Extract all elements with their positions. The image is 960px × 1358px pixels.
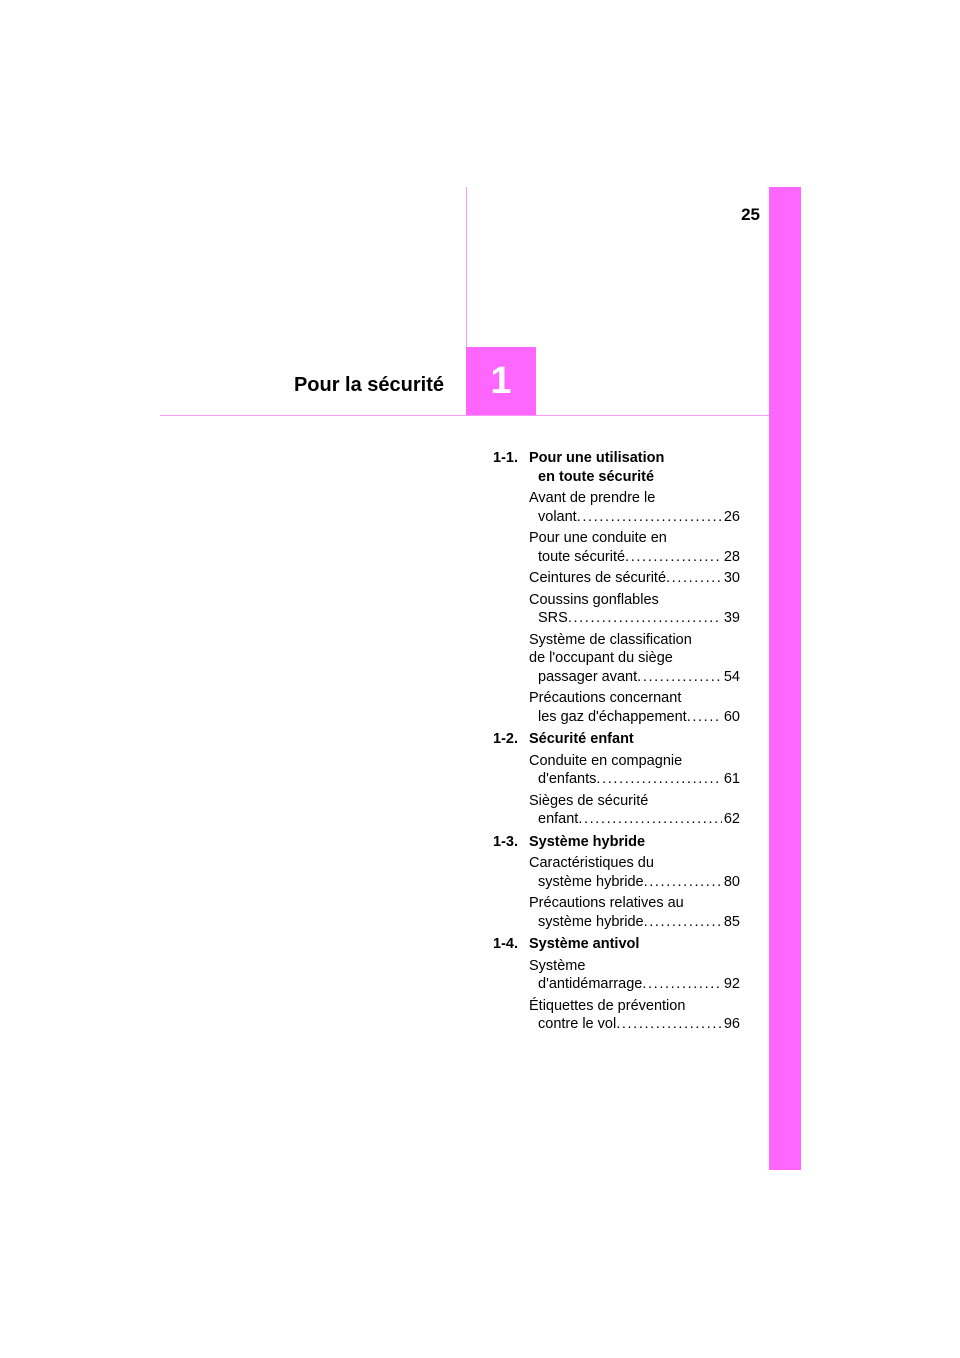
entry-text-line: système hybride (538, 873, 644, 890)
section-number: 1-3. (493, 833, 518, 850)
entry-text-line: Coussins gonflables (529, 591, 659, 608)
entry-text-line: SRS (538, 610, 568, 626)
entry-page-number: 80 (723, 873, 740, 890)
dot-leader (666, 569, 722, 588)
entry-text-line: Précautions relatives au (529, 895, 684, 911)
entry-text-line: Étiquettes de prévention (529, 997, 686, 1014)
entry-page-number: 92 (723, 976, 740, 992)
entry-page-number: 30 (723, 570, 740, 586)
entry-text-line: Système de classification (529, 631, 692, 648)
dot-leader (644, 913, 722, 932)
dot-leader (578, 810, 722, 829)
side-tab (769, 187, 801, 1170)
dot-leader (577, 508, 722, 527)
vertical-rule (466, 187, 467, 347)
entry-text-line: toute sécurité (538, 548, 626, 565)
toc-entry[interactable] (529, 894, 740, 931)
entry-page-number: 39 (723, 610, 740, 626)
toc-section (493, 935, 740, 1034)
entry-text-line: Caractéristiques du (529, 855, 654, 871)
toc-entry[interactable] (529, 529, 740, 566)
section-title (529, 730, 740, 749)
dot-leader (644, 873, 722, 892)
section-title-line: Pour une utilisation (529, 450, 665, 466)
entry-text-line: contre le vol (538, 1016, 617, 1032)
dot-leader (596, 770, 721, 789)
entry-page-number: 54 (723, 668, 740, 685)
toc-entry[interactable] (529, 569, 740, 588)
toc-entry[interactable] (529, 997, 740, 1034)
table-of-contents (493, 449, 740, 1038)
toc-section (493, 449, 740, 726)
entry-page-number: 60 (723, 708, 740, 725)
horizontal-rule (160, 415, 769, 416)
toc-section (493, 833, 740, 932)
entry-text-line: Sièges de sécurité (529, 792, 649, 809)
section-heading[interactable] (493, 833, 740, 852)
entry-page-number: 28 (723, 548, 740, 565)
toc-entry[interactable] (529, 489, 740, 526)
section-title (529, 935, 740, 954)
section-title-line: Système antivol (529, 936, 640, 952)
dot-leader (616, 1015, 722, 1034)
section-heading[interactable] (493, 449, 740, 486)
entry-text-line: enfant (538, 811, 579, 827)
entry-text-line: Précautions concernant (529, 690, 682, 706)
chapter-title: Pour la sécurité (293, 374, 444, 396)
toc-entry[interactable] (529, 792, 740, 829)
toc-section (493, 730, 740, 829)
section-heading[interactable] (493, 935, 740, 954)
entry-page-number: 26 (723, 508, 740, 525)
toc-entry[interactable] (529, 689, 740, 726)
section-number: 1-2. (493, 731, 518, 747)
dot-leader (625, 548, 722, 567)
section-heading[interactable] (493, 730, 740, 749)
entry-text-line: passager avant (538, 668, 638, 685)
entry-text-line: Avant de prendre le (529, 490, 656, 506)
section-title-line: Sécurité enfant (529, 731, 634, 747)
entry-text-line: Ceintures de sécurité (529, 570, 667, 586)
entry-page-number: 62 (723, 811, 740, 827)
entry-text-line: de l'occupant du siège (529, 650, 673, 666)
entry-text-line: Conduite en compagnie (529, 752, 683, 769)
dot-leader (568, 609, 722, 628)
entry-page-number: 85 (723, 913, 740, 930)
toc-entry[interactable] (529, 752, 740, 789)
dot-leader (687, 708, 722, 727)
entry-page-number: 96 (723, 1016, 740, 1032)
entry-text-line: Système (529, 957, 586, 974)
section-title (529, 449, 740, 486)
toc-entry[interactable] (529, 957, 740, 994)
entry-text-line: Pour une conduite en (529, 530, 667, 546)
section-title (529, 833, 740, 852)
section-number: 1-4. (493, 936, 518, 952)
toc-entry[interactable] (529, 854, 740, 891)
section-title-line: Système hybride (529, 833, 646, 850)
toc-entry[interactable] (529, 631, 740, 687)
entry-page-number: 61 (723, 771, 740, 787)
page-number: 25 (741, 205, 760, 224)
entry-text-line: les gaz d'échappement (538, 708, 687, 725)
section-number: 1-1. (493, 450, 518, 466)
chapter-number-box: 1 (466, 347, 536, 415)
entry-text-line: d'enfants (538, 771, 597, 787)
entry-text-line: d'antidémarrage (538, 976, 643, 992)
entry-text-line: système hybride (538, 913, 644, 930)
dot-leader (642, 975, 722, 994)
entry-text-line: volant (538, 508, 577, 525)
dot-leader (637, 668, 722, 687)
section-title-line: en toute sécurité (538, 468, 655, 485)
toc-entry[interactable] (529, 591, 740, 628)
